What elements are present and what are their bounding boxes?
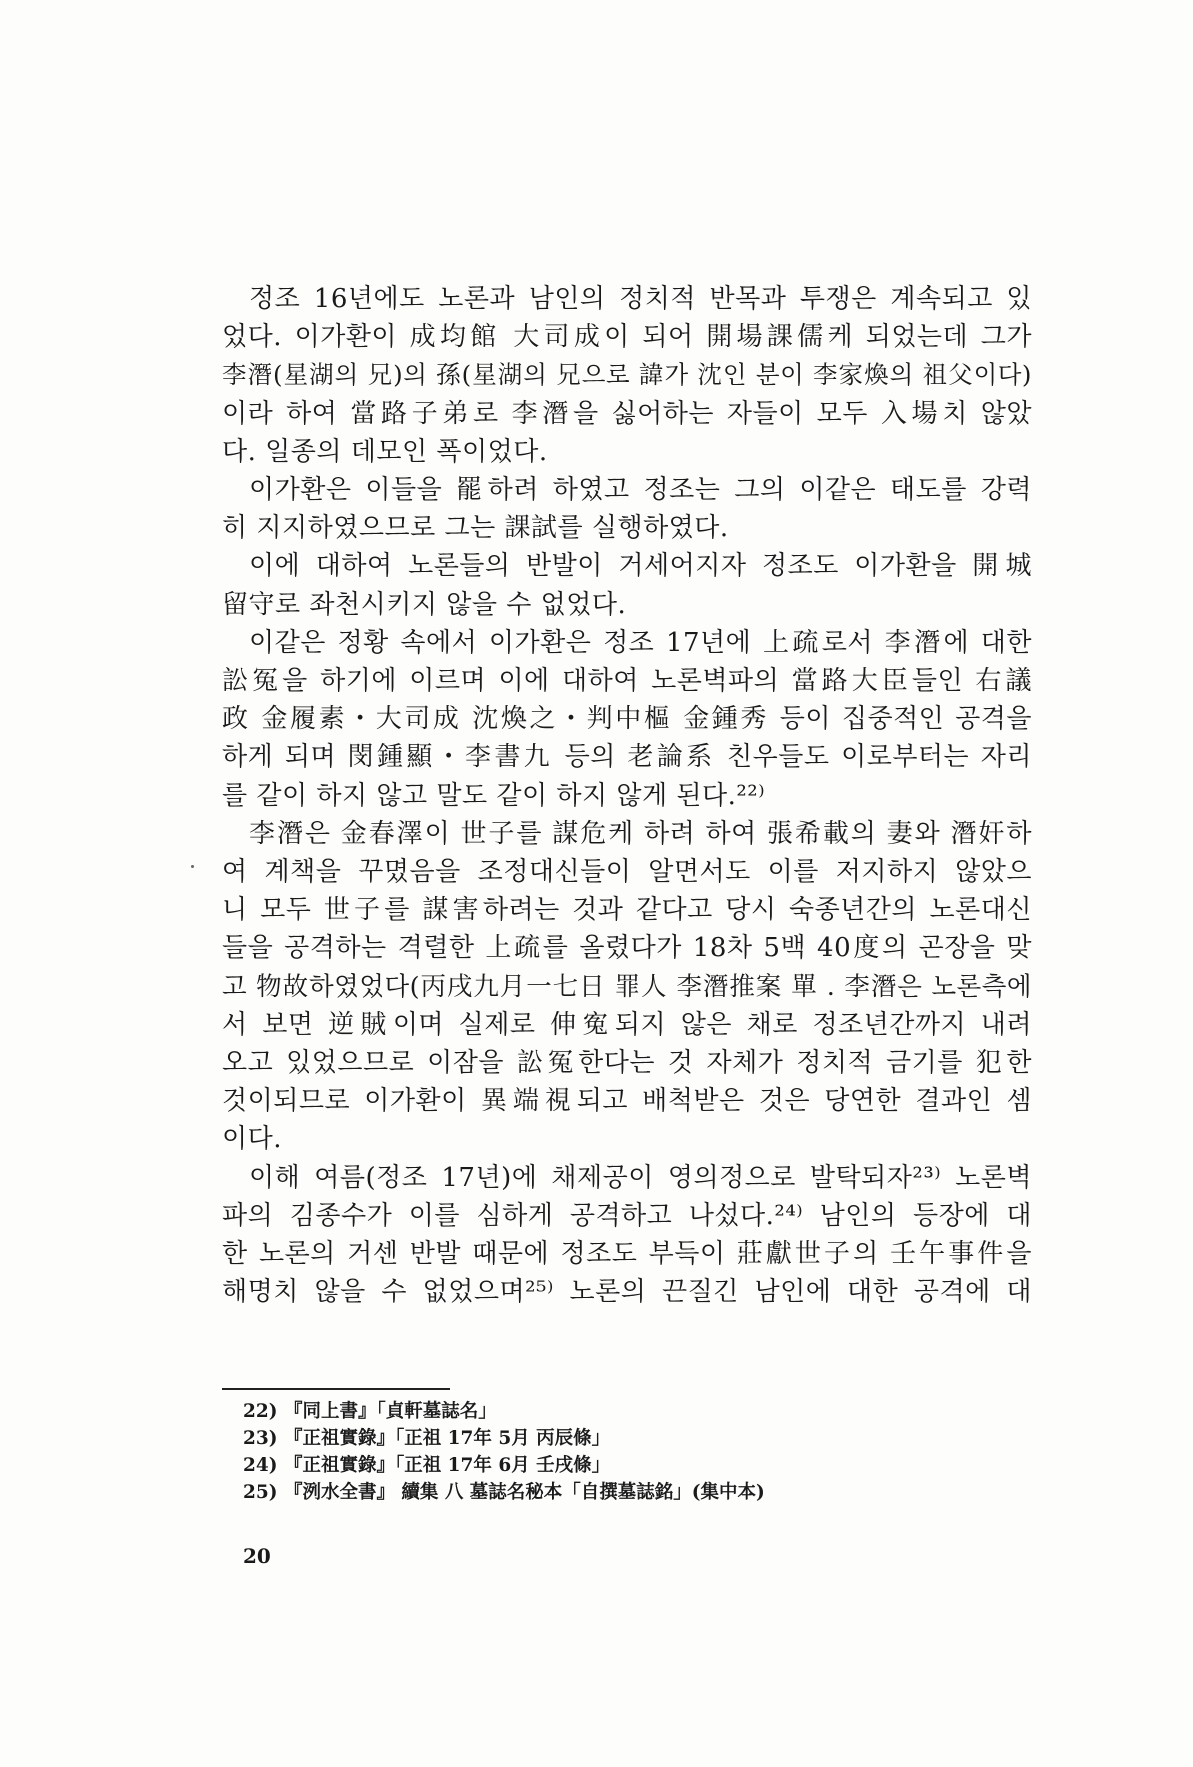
paragraph-3 (222, 547, 1032, 623)
text-line: 들을 공격하는 격렬한 上疏를 올렸다가 18차 5백 40度의 곤장을 맞 (222, 933, 1032, 964)
text-line: 를 같이 하지 않고 말도 같이 하지 않게 된다.²²⁾ (222, 780, 766, 811)
page-number: 20 (243, 1544, 271, 1568)
text-line: 고 物故하였었다(丙戌九月一七日 罪人 李潛推案 單 . 李潛은 노론측에 (222, 971, 1032, 1002)
footnote-22: 22) 『同上書』「貞軒墓誌名」 (243, 1401, 497, 1422)
text-line: 다. 일종의 데모인 폭이었다. (222, 436, 548, 467)
paragraph-5 (222, 815, 1032, 1159)
text-line: 이다. (222, 1124, 282, 1155)
text-line: 이라 하여 當路子弟로 李潛을 싫어하는 자들이 모두 入場치 않았 (222, 398, 1032, 429)
text-line: 李潛은 金春澤이 世子를 謀危케 하려 하여 張希載의 妻와 潛奸하 (249, 818, 1032, 849)
text-line: 留守로 좌천시키지 않을 수 없었다. (222, 589, 627, 620)
text-line: 한 노론의 거센 반발 때문에 정조도 부득이 莊獻世子의 壬午事件을 (222, 1239, 1032, 1270)
paragraph-2 (222, 471, 1032, 547)
footnote-divider (222, 1388, 450, 1390)
text-line: 해명치 않을 수 없었으며²⁵⁾ 노론의 끈질긴 남인에 대한 공격에 대 (222, 1277, 1032, 1308)
text-line: 것이되므로 이가환이 異端視되고 배척받은 것은 당연한 결과인 셈 (222, 1086, 1032, 1117)
body-text (222, 280, 1032, 1311)
text-line: 이가환은 이들을 罷하려 하였고 정조는 그의 이같은 태도를 강력 (249, 475, 1032, 506)
text-line: 訟冤을 하기에 이르며 이에 대하여 노론벽파의 當路大臣들인 右議 (222, 666, 1032, 697)
paragraph-1 (222, 280, 1032, 471)
text-line: 서 보면 逆賊이며 실제로 伸寃되지 않은 채로 정조년간까지 내려 (222, 1009, 1032, 1040)
text-line: 히 지지하였으므로 그는 課試를 실행하였다. (222, 513, 729, 544)
text-line: 정조 16년에도 노론과 남인의 정치적 반목과 투쟁은 계속되고 있 (249, 284, 1032, 314)
text-line: 이같은 정황 속에서 이가환은 정조 17년에 上疏로서 李潛에 대한 (249, 627, 1032, 658)
text-line: 었다. 이가환이 成均館 大司成이 되어 開場課儒케 되었는데 그가 (222, 322, 1032, 353)
text-line: 파의 김종수가 이를 심하게 공격하고 나섰다.²⁴⁾ 남인의 등장에 대 (222, 1200, 1032, 1231)
paragraph-4 (222, 624, 1032, 815)
footnote-25: 25) 『洌水全書』 續集 八 墓誌名秘本「自撰墓誌銘」(集中本) (243, 1482, 765, 1503)
footnote-24: 24) 『正祖實錄』「正祖 17年 6月 壬戌條」 (243, 1455, 611, 1476)
text-line: 오고 있었으므로 이잠을 訟冤한다는 것 자체가 정치적 금기를 犯한 (222, 1048, 1032, 1079)
paragraph-6 (222, 1159, 1032, 1312)
margin-mark (191, 865, 194, 868)
text-line: 이에 대하여 노론들의 반발이 거세어지자 정조도 이가환을 開城 (249, 551, 1032, 582)
text-line: 니 모두 世子를 謀害하려는 것과 같다고 당시 숙종년간의 노론대신 (222, 895, 1032, 926)
text-line: 이해 여름(정조 17년)에 채제공이 영의정으로 발탁되자²³⁾ 노론벽 (249, 1162, 1032, 1193)
text-line: 여 계책을 꾸몄음을 조정대신들이 알면서도 이를 저지하지 않았으 (222, 857, 1032, 888)
text-line: 李潛(星湖의 兄)의 孫(星湖의 兄으로 諱가 沈인 분이 李家煥의 祖父이다) (222, 360, 1032, 390)
footnotes (243, 1398, 943, 1506)
text-line: 하게 되며 閔鍾顯・李書九 등의 老論系 친우들도 이로부터는 자리 (222, 742, 1032, 773)
text-line: 政 金履素・大司成 沈煥之・判中樞 金鍾秀 등이 집중적인 공격을 (222, 704, 1032, 735)
footnote-23: 23) 『正祖實錄』「正祖 17年 5月 丙辰條」 (243, 1428, 611, 1449)
